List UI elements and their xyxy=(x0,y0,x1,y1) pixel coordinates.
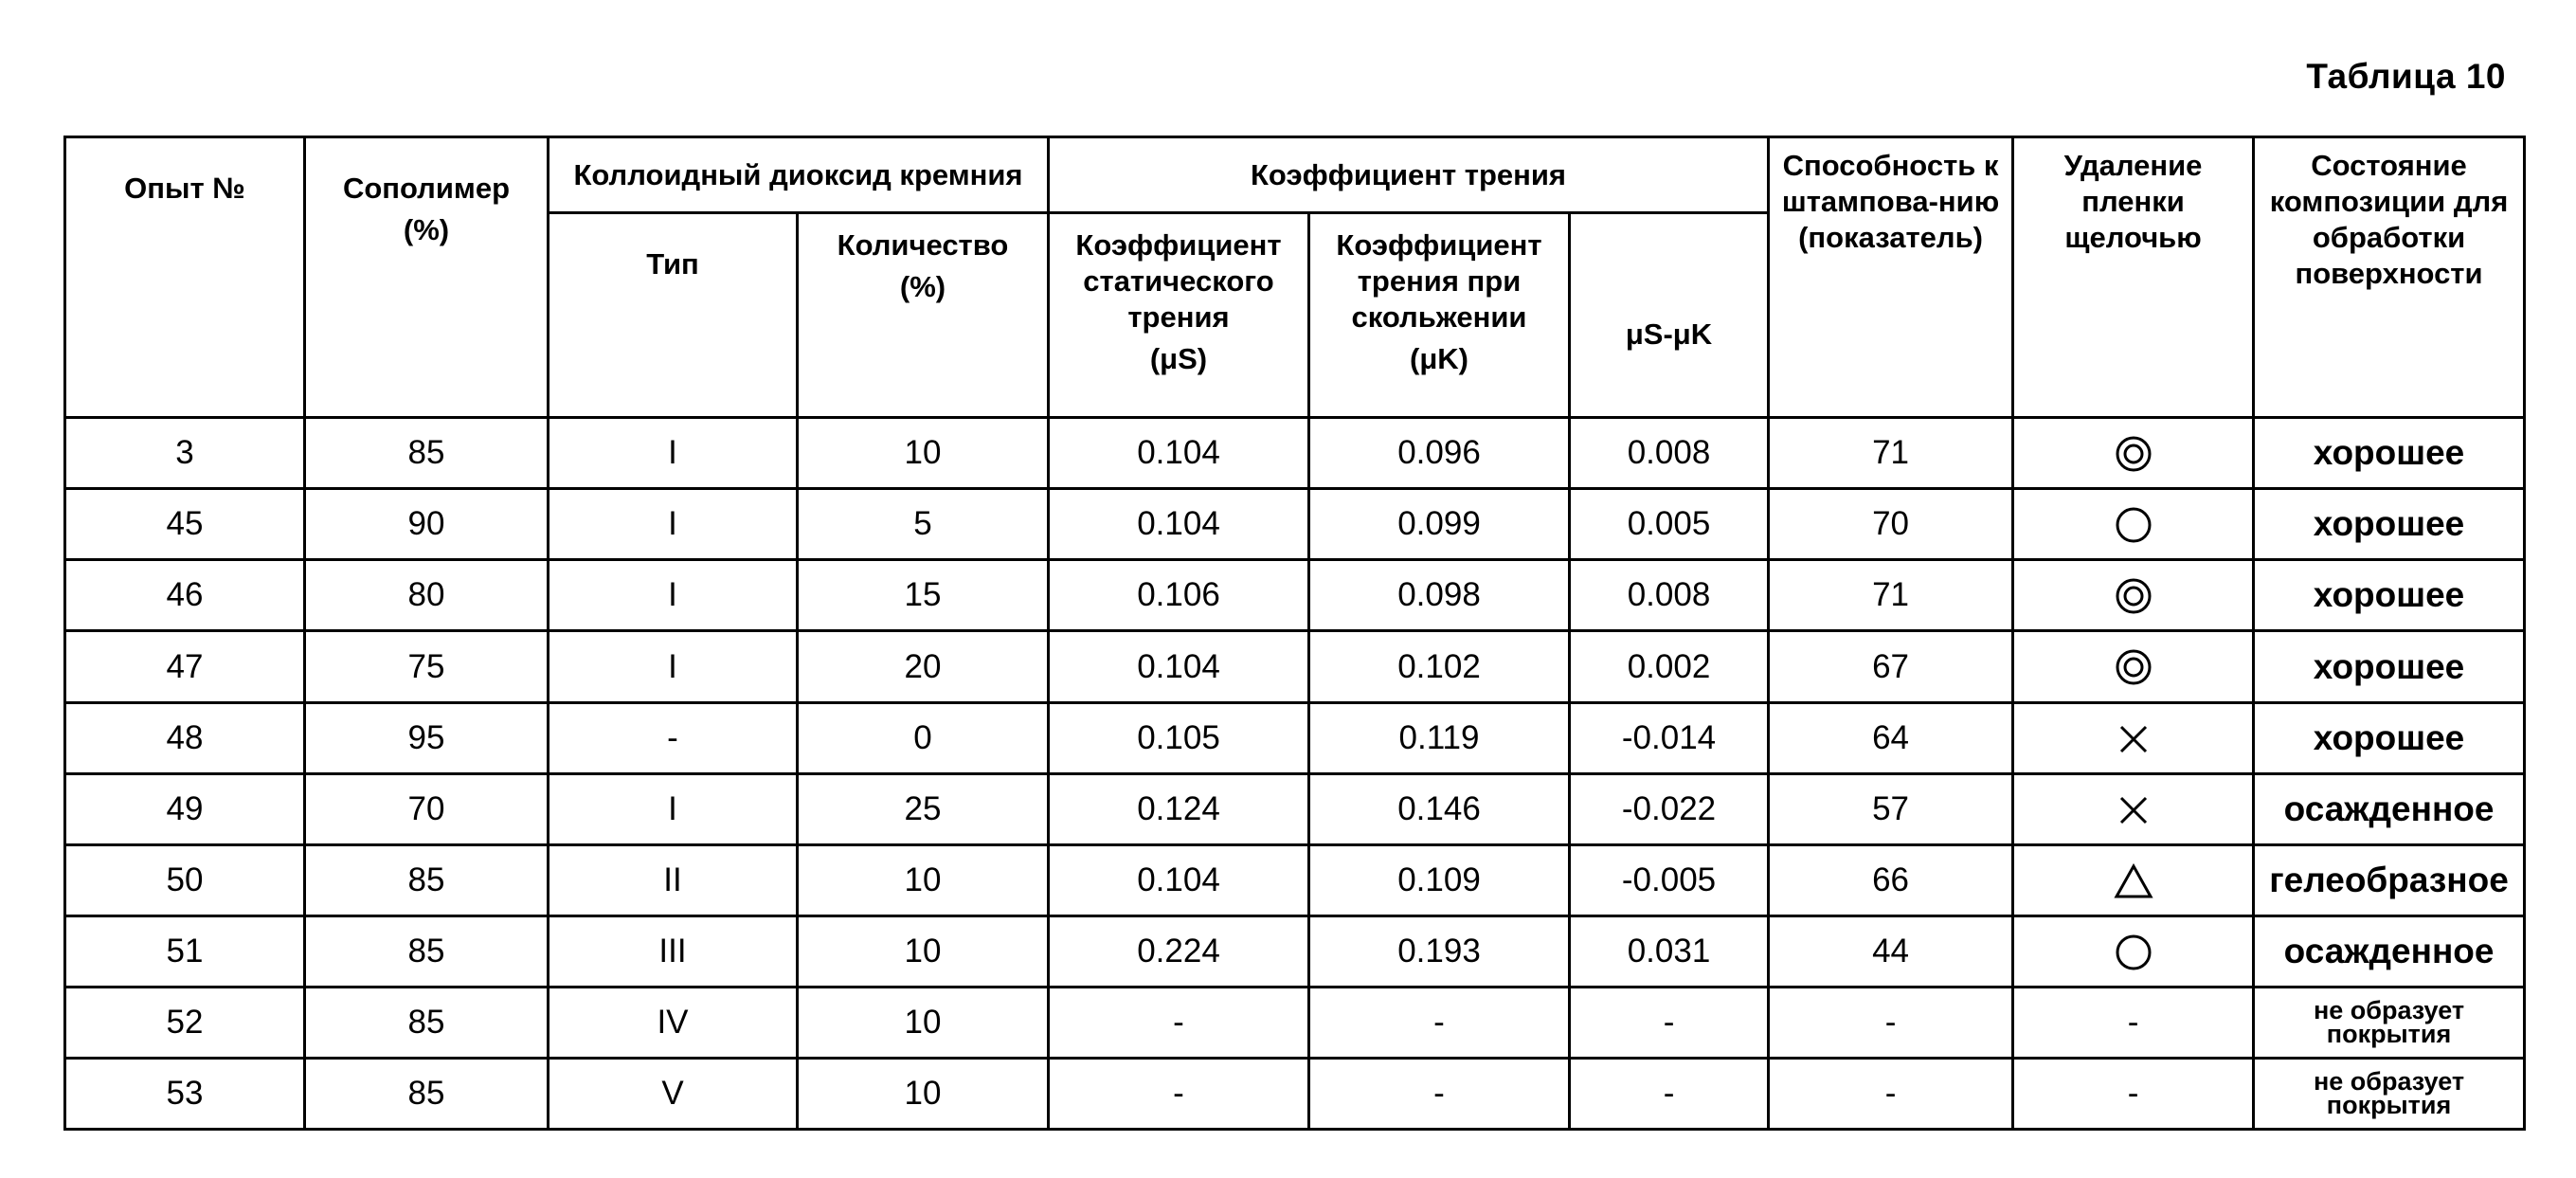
cell-stamp: - xyxy=(1769,1058,2013,1129)
cell-copolymer: 75 xyxy=(305,631,549,702)
cell-type: III xyxy=(549,915,798,987)
cell-type: I xyxy=(549,489,798,560)
header-silica-amount xyxy=(798,213,1049,418)
cell-us: 0.106 xyxy=(1049,560,1309,631)
cell-amount: 10 xyxy=(798,915,1049,987)
cell-us: 0.105 xyxy=(1049,702,1309,773)
cell-copolymer: 85 xyxy=(305,987,549,1058)
cell-uk: 0.099 xyxy=(1309,489,1570,560)
cell-us: 0.104 xyxy=(1049,418,1309,489)
cell-uk: 0.098 xyxy=(1309,560,1570,631)
circle-icon xyxy=(2115,932,2153,969)
header-alkali: Удаление пленки щелочью xyxy=(2013,137,2254,418)
cell-uk: 0.119 xyxy=(1309,702,1570,773)
cell-state: хорошее xyxy=(2254,702,2525,773)
table-row xyxy=(65,987,2525,1058)
cell-state: хорошее xyxy=(2254,631,2525,702)
cell-copolymer: 70 xyxy=(305,773,549,844)
cell-run: 48 xyxy=(65,702,305,773)
cell-alkali xyxy=(2013,773,2254,844)
cell-uk: - xyxy=(1309,1058,1570,1129)
cell-stamp: 67 xyxy=(1769,631,2013,702)
cell-copolymer: 85 xyxy=(305,915,549,987)
cell-run: 52 xyxy=(65,987,305,1058)
cell-type: - xyxy=(549,702,798,773)
cell-alkali xyxy=(2013,560,2254,631)
header-static xyxy=(1049,213,1309,418)
cell-state: хорошее xyxy=(2254,418,2525,489)
header-silica-amount-unit: (%) xyxy=(899,270,946,304)
cell-amount: 10 xyxy=(798,987,1049,1058)
header-friction: Коэффициент трения xyxy=(1049,137,1769,213)
cell-alkali xyxy=(2013,418,2254,489)
cell-state: осажденное xyxy=(2254,915,2525,987)
cell-diff: 0.005 xyxy=(1570,489,1769,560)
cell-run: 50 xyxy=(65,844,305,915)
cell-copolymer: 85 xyxy=(305,844,549,915)
table-row xyxy=(65,418,2525,489)
cell-state: не образует покрытия xyxy=(2254,1058,2525,1129)
cell-type: I xyxy=(549,418,798,489)
cell-alkali: - xyxy=(2013,1058,2254,1129)
cross-icon xyxy=(2117,719,2151,756)
cell-us: - xyxy=(1049,987,1309,1058)
cell-type: II xyxy=(549,844,798,915)
cell-diff: -0.014 xyxy=(1570,702,1769,773)
cell-run: 49 xyxy=(65,773,305,844)
cell-copolymer: 80 xyxy=(305,560,549,631)
cell-diff: 0.031 xyxy=(1570,915,1769,987)
cell-uk: 0.096 xyxy=(1309,418,1570,489)
cell-stamp: - xyxy=(1769,987,2013,1058)
cell-run: 51 xyxy=(65,915,305,987)
cell-uk: 0.146 xyxy=(1309,773,1570,844)
cell-state: хорошее xyxy=(2254,560,2525,631)
data-table xyxy=(63,136,2526,1131)
cell-state: гелеобразное xyxy=(2254,844,2525,915)
cell-uk: 0.193 xyxy=(1309,915,1570,987)
cell-diff: -0.022 xyxy=(1570,773,1769,844)
cell-uk: 0.109 xyxy=(1309,844,1570,915)
cell-type: I xyxy=(549,560,798,631)
cell-uk: - xyxy=(1309,987,1570,1058)
double-circle-icon xyxy=(2115,433,2153,470)
cell-us: 0.104 xyxy=(1049,631,1309,702)
cell-copolymer: 85 xyxy=(305,418,549,489)
cell-stamp: 57 xyxy=(1769,773,2013,844)
cell-diff: - xyxy=(1570,1058,1769,1129)
header-sliding xyxy=(1309,213,1570,418)
cell-alkali xyxy=(2013,489,2254,560)
cell-alkali xyxy=(2013,915,2254,987)
header-silica-amount-label: Количество xyxy=(837,228,1009,263)
cell-alkali xyxy=(2013,631,2254,702)
header-diff: μS-μK xyxy=(1570,213,1769,418)
cell-amount: 10 xyxy=(798,418,1049,489)
header-copolymer-label: Сополимер xyxy=(342,172,511,205)
cell-type: I xyxy=(549,631,798,702)
cell-type: V xyxy=(549,1058,798,1129)
cell-run: 45 xyxy=(65,489,305,560)
cell-diff: 0.008 xyxy=(1570,560,1769,631)
header-static-label: Коэффициент статического трения xyxy=(1075,228,1282,335)
double-circle-icon xyxy=(2115,647,2153,684)
circle-icon xyxy=(2115,505,2153,542)
cell-state: хорошее xyxy=(2254,489,2525,560)
cell-uk: 0.102 xyxy=(1309,631,1570,702)
header-copolymer xyxy=(305,137,549,418)
cross-icon xyxy=(2117,790,2151,827)
header-stampability: Способность к штампова-нию (показатель) xyxy=(1769,137,2013,418)
header-silica-type: Тип xyxy=(549,213,798,418)
table-row xyxy=(65,560,2525,631)
cell-amount: 5 xyxy=(798,489,1049,560)
cell-type: I xyxy=(549,773,798,844)
cell-us: 0.124 xyxy=(1049,773,1309,844)
cell-run: 46 xyxy=(65,560,305,631)
cell-amount: 25 xyxy=(798,773,1049,844)
cell-copolymer: 85 xyxy=(305,1058,549,1129)
cell-diff: 0.002 xyxy=(1570,631,1769,702)
header-state: Состояние композиции для обработки поверхности xyxy=(2254,137,2525,418)
cell-stamp: 64 xyxy=(1769,702,2013,773)
cell-amount: 10 xyxy=(798,1058,1049,1129)
cell-stamp: 66 xyxy=(1769,844,2013,915)
table-body xyxy=(65,418,2525,1130)
header-copolymer-unit: (%) xyxy=(403,213,450,246)
cell-diff: -0.005 xyxy=(1570,844,1769,915)
cell-us: - xyxy=(1049,1058,1309,1129)
cell-copolymer: 90 xyxy=(305,489,549,560)
cell-run: 53 xyxy=(65,1058,305,1129)
table-row xyxy=(65,915,2525,987)
cell-stamp: 70 xyxy=(1769,489,2013,560)
cell-us: 0.224 xyxy=(1049,915,1309,987)
cell-copolymer: 95 xyxy=(305,702,549,773)
cell-us: 0.104 xyxy=(1049,489,1309,560)
table-caption: Таблица 10 xyxy=(2306,57,2506,96)
cell-amount: 15 xyxy=(798,560,1049,631)
table-row xyxy=(65,489,2525,560)
header-static-unit: (μS) xyxy=(1149,342,1208,376)
cell-stamp: 71 xyxy=(1769,418,2013,489)
cell-amount: 0 xyxy=(798,702,1049,773)
cell-alkali xyxy=(2013,844,2254,915)
header-run: Опыт № xyxy=(65,137,305,418)
table-row xyxy=(65,631,2525,702)
cell-amount: 10 xyxy=(798,844,1049,915)
cell-stamp: 44 xyxy=(1769,915,2013,987)
table-row xyxy=(65,773,2525,844)
triangle-icon xyxy=(2114,861,2153,897)
cell-state: не образует покрытия xyxy=(2254,987,2525,1058)
header-sliding-label: Коэффициент трения при скольжении xyxy=(1336,228,1542,335)
cell-alkali xyxy=(2013,702,2254,773)
cell-run: 3 xyxy=(65,418,305,489)
table-row xyxy=(65,1058,2525,1129)
header-silica: Коллоидный диоксид кремния xyxy=(549,137,1049,213)
cell-diff: - xyxy=(1570,987,1769,1058)
cell-run: 47 xyxy=(65,631,305,702)
cell-stamp: 71 xyxy=(1769,560,2013,631)
cell-state: осажденное xyxy=(2254,773,2525,844)
cell-type: IV xyxy=(549,987,798,1058)
table-row xyxy=(65,844,2525,915)
cell-alkali: - xyxy=(2013,987,2254,1058)
double-circle-icon xyxy=(2115,576,2153,613)
cell-amount: 20 xyxy=(798,631,1049,702)
cell-us: 0.104 xyxy=(1049,844,1309,915)
header-sliding-unit: (μK) xyxy=(1410,342,1468,376)
table-row xyxy=(65,702,2525,773)
cell-diff: 0.008 xyxy=(1570,418,1769,489)
